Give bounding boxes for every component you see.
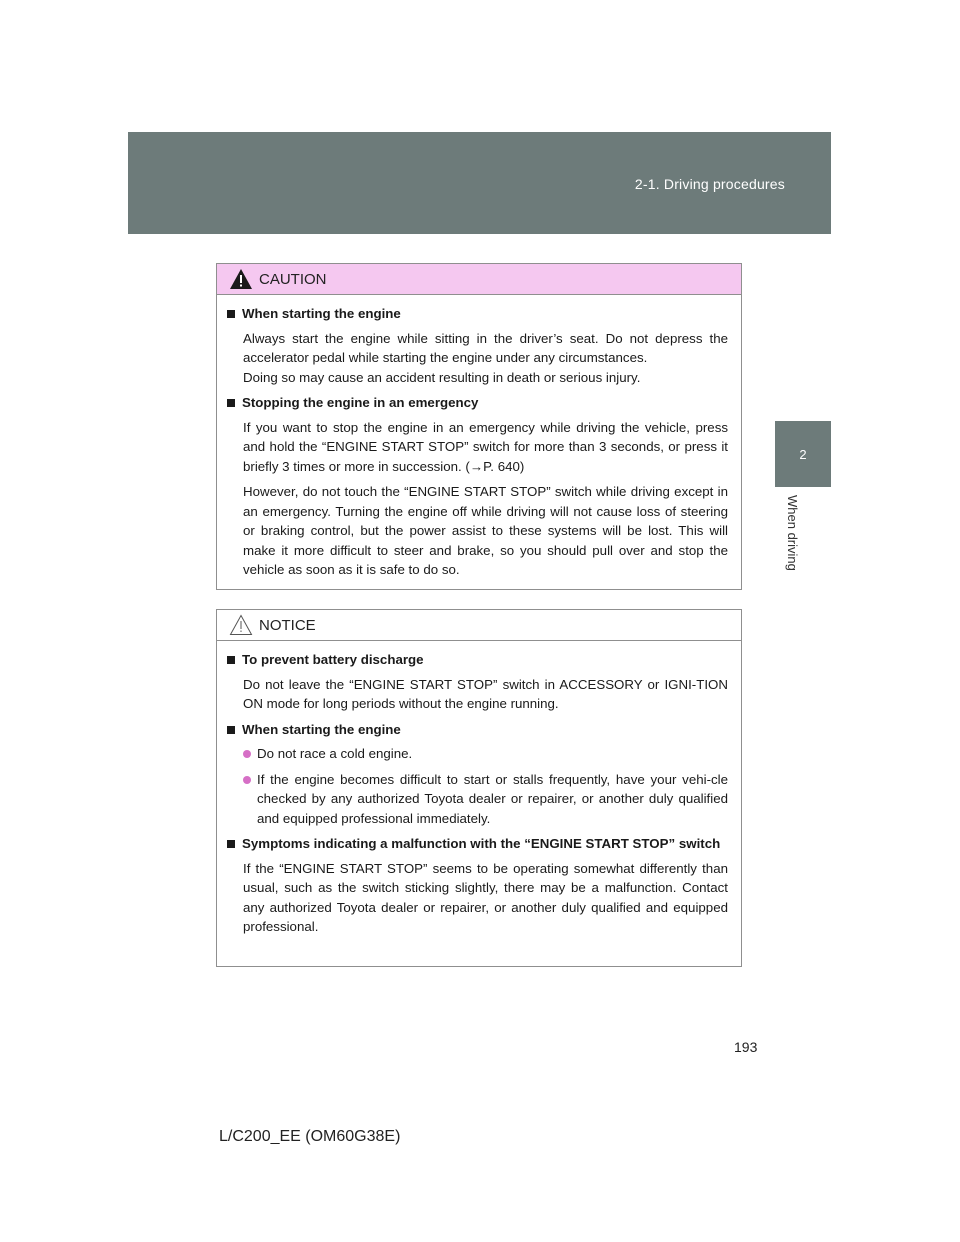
notice-box bbox=[216, 609, 742, 967]
topic-heading: Stopping the engine in an emergency bbox=[225, 393, 728, 413]
paragraph: Doing so may cause an accident resulting in death or serious injury. bbox=[243, 369, 641, 385]
paragraph: If you want to stop the engine in an emergency while driving the vehicle, press and hold the “ENGINE START STOP” switch for more than 3 seconds, or press it briefly 3 times or more in succession. (→P. 640) bbox=[243, 419, 728, 474]
notice-header bbox=[217, 610, 741, 641]
section-title: 2-1. Driving procedures bbox=[634, 176, 785, 192]
square-bullet-icon bbox=[227, 726, 235, 734]
topic-heading: When starting the engine bbox=[225, 304, 728, 324]
topic-heading: When starting the engine bbox=[225, 720, 728, 740]
list-item: Do not race a cold engine. bbox=[243, 744, 728, 764]
caution-body bbox=[217, 295, 741, 580]
page-number: 193 bbox=[734, 1039, 758, 1055]
chapter-number: 2 bbox=[799, 446, 807, 462]
caution-header bbox=[217, 264, 741, 295]
warning-triangle-icon bbox=[229, 268, 253, 290]
warning-triangle-outline-icon bbox=[229, 614, 253, 636]
square-bullet-icon bbox=[227, 840, 235, 848]
paragraph: Do not leave the “ENGINE START STOP” switch in ACCESSORY or IGNI-TION ON mode for long periods without the engine running. bbox=[243, 676, 728, 711]
paragraph: Always start the engine while sitting in the driver’s seat. Do not depress the accelerator pedal while starting the engine under any circumstances. bbox=[243, 330, 728, 365]
topic-heading: To prevent battery discharge bbox=[225, 650, 728, 670]
notice-title: NOTICE bbox=[259, 616, 316, 634]
header-band bbox=[128, 132, 831, 234]
caution-box bbox=[216, 263, 742, 590]
document-code: L/C200_EE (OM60G38E) bbox=[219, 1128, 401, 1145]
caution-title: CAUTION bbox=[259, 270, 327, 288]
topic-heading: Symptoms indicating a malfunction with the “ENGINE START STOP” switch bbox=[225, 834, 728, 854]
paragraph: If the “ENGINE START STOP” seems to be operating somewhat differently than usual, such as the switch sticking slightly, there may be a malfunction. Contact any authorized Toyota dealer or repairer, or another duly qualified and equipped professional. bbox=[243, 860, 728, 934]
chapter-label: When driving bbox=[785, 495, 800, 571]
paragraph: However, do not touch the “ENGINE START STOP” switch while driving except in an emergency. Turning the engine off while driving will not cause loss of steering or braking control, but the power assist to these systems will be lost. This will make it more difficult to steer and brake, so you should pull over and stop the vehicle as soon as it is safe to do so. bbox=[243, 484, 728, 577]
chapter-tab bbox=[775, 421, 831, 487]
list-item: If the engine becomes difficult to start or stalls frequently, have your vehi-cle checked by any authorized Toyota dealer or repairer, or another duly qualified and equipped professional immediately. bbox=[243, 770, 728, 829]
square-bullet-icon bbox=[227, 399, 235, 407]
square-bullet-icon bbox=[227, 310, 235, 318]
round-bullet-icon bbox=[243, 750, 251, 758]
round-bullet-icon bbox=[243, 776, 251, 784]
square-bullet-icon bbox=[227, 656, 235, 664]
notice-body bbox=[217, 641, 741, 937]
